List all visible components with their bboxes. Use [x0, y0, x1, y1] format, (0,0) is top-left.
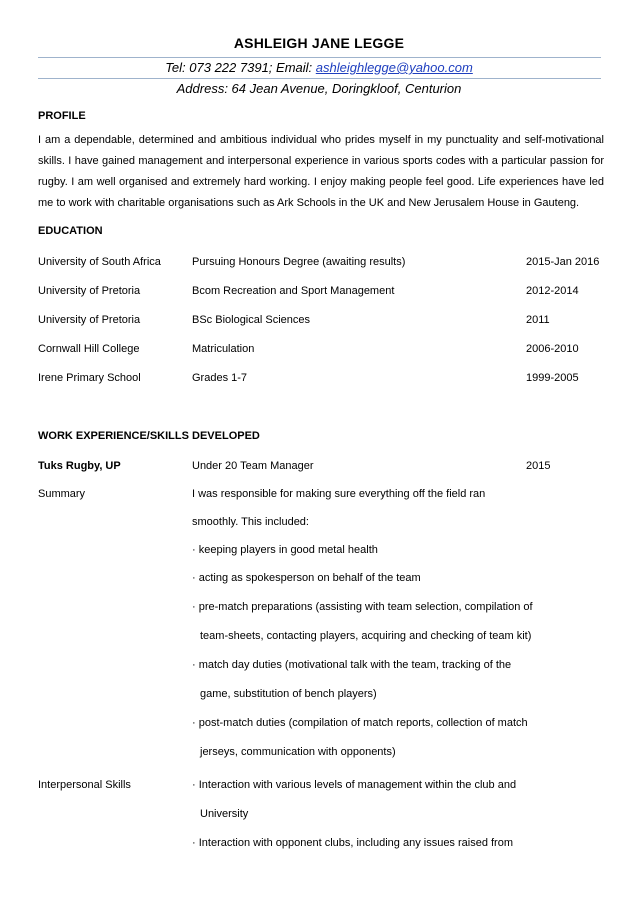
period: 2006-2010: [526, 343, 579, 355]
period: 2012-2014: [526, 285, 579, 297]
summary-line: I was responsible for making sure everything off the field ran: [192, 488, 486, 500]
summary-line: smoothly. This included:: [192, 516, 309, 528]
header-rule-bottom: [38, 78, 601, 79]
summary-bullet-continuation: team-sheets, contacting players, acquiring and checking of team kit): [200, 630, 532, 642]
summary-bullet: · post-match duties (compilation of match reports, collection of match: [192, 717, 528, 729]
institution: University of South Africa: [38, 256, 161, 268]
interpersonal-bullet-continuation: University: [200, 808, 249, 820]
work-experience-heading: WORK EXPERIENCE/SKILLS DEVELOPED: [38, 430, 260, 442]
profile-paragraph: I am a dependable, determined and ambitious individual who prides myself in my punctuality and self-motivational skills. I have gained management and interpersonal experience in various sports codes with a particular passion for rugby. I am well organised and extremely hard working. I enjoy making people feel good. Life experiences have led me to work with charitable organisations such as Ark Schools in the UK and New Jerusalem House in Gauteng.: [38, 134, 604, 209]
address-line: Address: 64 Jean Avenue, Doringkloof, Centurion: [176, 81, 462, 96]
period: 2011: [526, 314, 550, 326]
summary-label: Summary: [38, 488, 86, 500]
qualification: Grades 1-7: [192, 372, 248, 384]
period: 2015-Jan 2016: [526, 256, 600, 268]
qualification: BSc Biological Sciences: [192, 314, 311, 326]
institution: University of Pretoria: [38, 314, 141, 326]
qualification: Bcom Recreation and Sport Management: [192, 285, 395, 297]
institution: University of Pretoria: [38, 285, 141, 297]
email-link[interactable]: ashleighlegge@yahoo.com: [315, 60, 473, 75]
summary-bullet-continuation: jerseys, communication with opponents): [200, 746, 396, 758]
contact-line: [0, 60, 638, 75]
summary-bullet: · pre-match preparations (assisting with team selection, compilation of: [192, 601, 533, 613]
contact-phone-email-label: Tel: 073 222 7391; Email:: [165, 60, 316, 75]
institution: Irene Primary School: [38, 372, 141, 384]
institution: Cornwall Hill College: [38, 343, 140, 355]
job-role: Under 20 Team Manager: [192, 460, 314, 472]
interpersonal-skills-label: Interpersonal Skills: [38, 779, 131, 791]
summary-bullet: · match day duties (motivational talk with the team, tracking of the: [192, 659, 512, 671]
job-period: 2015: [526, 460, 551, 472]
education-heading: EDUCATION: [38, 225, 103, 237]
interpersonal-bullet: · Interaction with various levels of management within the club and: [192, 779, 517, 791]
interpersonal-bullet: · Interaction with opponent clubs, including any issues raised from: [192, 837, 514, 849]
qualification: Matriculation: [192, 343, 255, 355]
employer: Tuks Rugby, UP: [38, 460, 121, 472]
summary-bullet: · acting as spokesperson on behalf of the team: [192, 572, 421, 584]
header-rule-top: [38, 57, 601, 58]
summary-bullet: · keeping players in good metal health: [192, 544, 378, 556]
candidate-name: ASHLEIGH JANE LEGGE: [233, 35, 405, 51]
qualification: Pursuing Honours Degree (awaiting results): [192, 256, 406, 268]
period: 1999-2005: [526, 372, 579, 384]
profile-heading: PROFILE: [38, 110, 86, 122]
summary-bullet-continuation: game, substitution of bench players): [200, 688, 377, 700]
